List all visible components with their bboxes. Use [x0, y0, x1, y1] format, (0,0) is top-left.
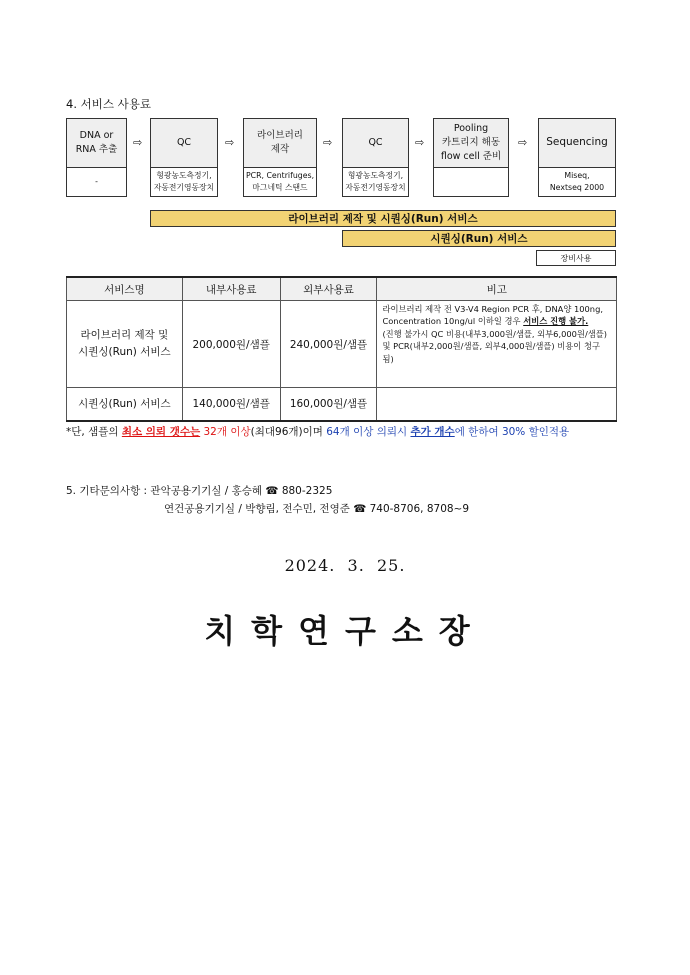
remarks: [377, 301, 617, 388]
internal-fee: 200,000원/샘플: [182, 301, 280, 388]
table-header-row: [67, 277, 617, 301]
flow-arrow-icon: ⇨: [518, 136, 528, 149]
header-internal-fee: 내부사용료: [182, 277, 280, 301]
flow-arrow-icon: ⇨: [415, 136, 425, 149]
flow-step-pooling-equipment: [433, 167, 509, 197]
external-fee: 160,000원/샘플: [280, 388, 377, 421]
remarks-detail: (진행 불가시 QC 비용(내부3,000원/샘플, 외부6,000원/샘플) 및 PCR(내부2,000원/샘플, 외부4,000원/샘플) 비용이 청구됨): [382, 328, 608, 364]
equipment-label: 장비사용: [536, 250, 616, 266]
flow-arrow-icon: ⇨: [133, 136, 143, 149]
fee-table: [66, 276, 617, 422]
document-date: 2024. 3. 25.: [284, 556, 406, 575]
notice-min-count: 최소 의뢰 갯수는: [121, 426, 201, 438]
internal-fee: 140,000원/샘플: [182, 388, 280, 421]
flow-arrow-icon: ⇨: [225, 136, 235, 149]
flow-step-library-equipment: PCR, Centrifuges, 마그네틱 스탠드: [243, 167, 317, 197]
external-fee: 240,000원/샘플: [280, 301, 377, 388]
notice-text: *단, 샘플의: [66, 426, 122, 438]
remarks: [377, 388, 617, 421]
notice-additional: 추가 개수: [410, 426, 455, 438]
flow-step-qc-1: QC: [150, 118, 218, 168]
remarks-emphasis: 서비스 진행 불가.: [523, 316, 589, 327]
service-name: 시퀀싱(Run) 서비스: [67, 388, 183, 421]
flow-step-qc-2-equipment: 형광농도측정기, 자동전기영동장치: [342, 167, 409, 197]
flow-step-qc-2: QC: [342, 118, 409, 168]
flow-step-qc-1-equipment: 형광농도측정기, 자동전기영동장치: [150, 167, 218, 197]
flow-arrow-icon: ⇨: [323, 136, 333, 149]
library-service-bar: 라이브러리 제작 및 시퀀싱(Run) 서비스: [150, 210, 616, 227]
signature: 치학연구소장: [204, 612, 486, 650]
flow-step-pooling: Pooling 카트리지 해동 flow cell 준비: [433, 118, 509, 168]
table-row: [67, 388, 617, 421]
flow-step-extraction: DNA or RNA 추출: [66, 118, 127, 168]
header-service-name: 서비스명: [67, 277, 183, 301]
header-external-fee: 외부사용료: [280, 277, 377, 301]
flow-step-library: 라이브러리 제작: [243, 118, 317, 168]
run-service-bar: 시퀀싱(Run) 서비스: [342, 230, 616, 247]
notice-min-value: 32개 이상: [200, 426, 251, 438]
contact-line-1: 5. 기타문의사항 : 관악공용기기실 / 홍승혜 ☎ 880-2325: [66, 485, 333, 497]
table-row: [67, 301, 617, 388]
header-remarks: 비고: [377, 277, 617, 301]
notice-discount-condition: 64개 이상 의뢰시: [326, 426, 411, 438]
service-name: 라이브러리 제작 및 시퀀싱(Run) 서비스: [67, 301, 183, 388]
discount-notice: [66, 424, 569, 439]
notice-max: (최대96개)이며: [250, 426, 327, 438]
flow-step-extraction-equipment: -: [66, 167, 127, 197]
notice-discount: 에 한하여 30% 할인적용: [454, 426, 570, 438]
remarks-text: 라이브러리 제작 전 V3-V4 Region PCR 후, DNA양 100ng, Concentration 10ng/ul 이하일 경우: [382, 304, 603, 327]
contact-line-2: 연건공용기기실 / 박향림, 전수민, 전영준 ☎ 740-8706, 8708~9: [164, 503, 470, 515]
section-4-title: 4. 서비스 사용료: [66, 97, 151, 111]
flow-step-sequencing: Sequencing: [538, 118, 616, 168]
flow-step-sequencing-equipment: Miseq, Nextseq 2000: [538, 167, 616, 197]
